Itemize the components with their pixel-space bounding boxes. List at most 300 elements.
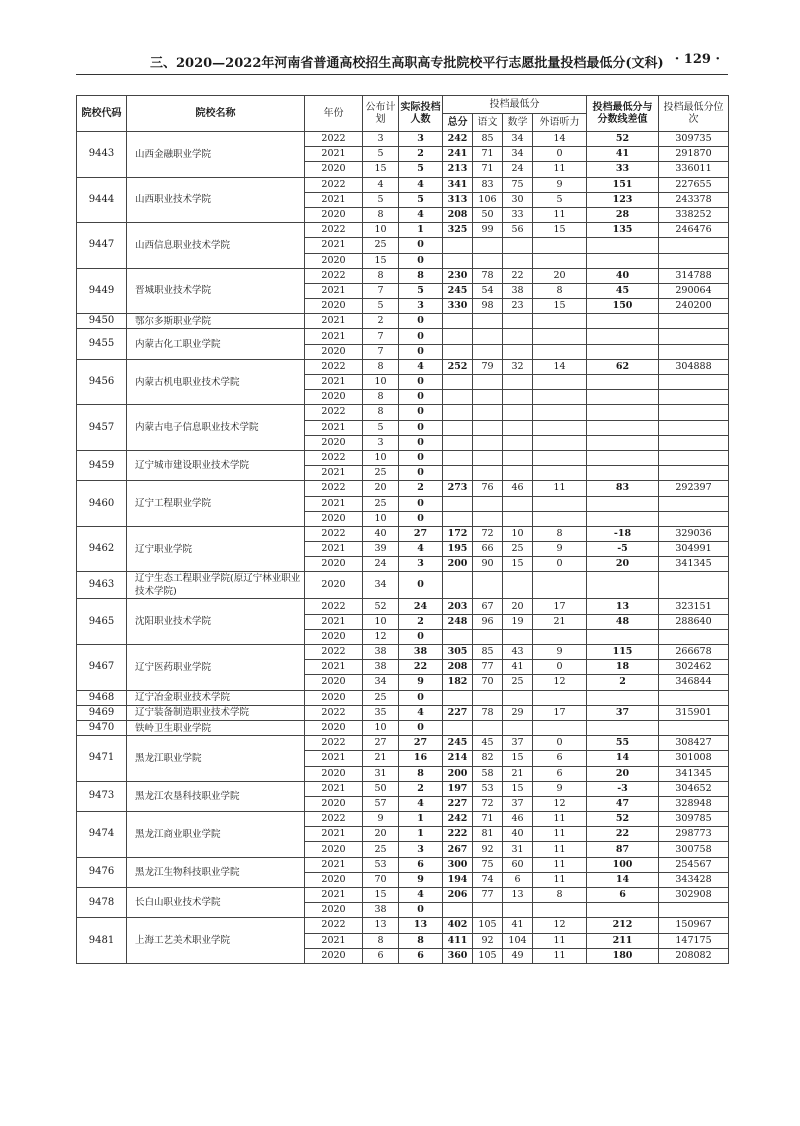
cell-chinese: 58 bbox=[473, 766, 503, 781]
cell-rank bbox=[659, 496, 729, 511]
cell-year: 2020 bbox=[305, 629, 363, 644]
cell-year: 2020 bbox=[305, 207, 363, 222]
school-name: 辽宁工程职业学院 bbox=[127, 481, 305, 527]
cell-plan: 38 bbox=[363, 660, 399, 675]
cell-total: 245 bbox=[443, 283, 473, 298]
cell-plan: 25 bbox=[363, 496, 399, 511]
cell-year: 2020 bbox=[305, 720, 363, 735]
cell-year: 2022 bbox=[305, 223, 363, 238]
cell-chinese bbox=[473, 903, 503, 918]
cell-actual: 13 bbox=[399, 918, 443, 933]
cell-plan: 21 bbox=[363, 751, 399, 766]
cell-chinese bbox=[473, 450, 503, 465]
cell-foreign bbox=[533, 572, 587, 599]
cell-math: 6 bbox=[503, 872, 533, 887]
cell-diff: 55 bbox=[587, 736, 659, 751]
school-name: 山西职业技术学院 bbox=[127, 177, 305, 223]
cell-diff bbox=[587, 466, 659, 481]
cell-diff: 40 bbox=[587, 268, 659, 283]
table-row bbox=[77, 314, 729, 329]
cell-diff: -5 bbox=[587, 542, 659, 557]
cell-year: 2021 bbox=[305, 466, 363, 481]
cell-rank: 343428 bbox=[659, 872, 729, 887]
cell-total bbox=[443, 690, 473, 705]
cell-actual: 0 bbox=[399, 405, 443, 420]
cell-total bbox=[443, 496, 473, 511]
cell-diff bbox=[587, 496, 659, 511]
cell-total bbox=[443, 629, 473, 644]
school-name: 辽宁职业学院 bbox=[127, 526, 305, 572]
cell-foreign: 0 bbox=[533, 557, 587, 572]
school-name: 黑龙江商业职业学院 bbox=[127, 812, 305, 858]
cell-year: 2022 bbox=[305, 645, 363, 660]
cell-plan: 3 bbox=[363, 132, 399, 147]
cell-foreign: 0 bbox=[533, 147, 587, 162]
cell-rank: 304991 bbox=[659, 542, 729, 557]
cell-rank bbox=[659, 390, 729, 405]
cell-rank: 227655 bbox=[659, 177, 729, 192]
cell-diff: 13 bbox=[587, 599, 659, 614]
cell-chinese: 82 bbox=[473, 751, 503, 766]
cell-rank: 240200 bbox=[659, 299, 729, 314]
cell-total: 208 bbox=[443, 660, 473, 675]
cell-math bbox=[503, 390, 533, 405]
cell-rank bbox=[659, 511, 729, 526]
cell-rank bbox=[659, 238, 729, 253]
cell-year: 2022 bbox=[305, 599, 363, 614]
cell-foreign bbox=[533, 903, 587, 918]
cell-diff bbox=[587, 690, 659, 705]
cell-plan: 35 bbox=[363, 705, 399, 720]
cell-chinese: 72 bbox=[473, 796, 503, 811]
cell-total: 242 bbox=[443, 132, 473, 147]
cell-actual: 0 bbox=[399, 690, 443, 705]
cell-chinese bbox=[473, 405, 503, 420]
cell-rank bbox=[659, 720, 729, 735]
cell-year: 2021 bbox=[305, 283, 363, 298]
col-chinese: 语文 bbox=[473, 114, 503, 132]
cell-actual: 27 bbox=[399, 736, 443, 751]
cell-plan: 10 bbox=[363, 223, 399, 238]
cell-rank: 346844 bbox=[659, 675, 729, 690]
cell-total: 197 bbox=[443, 781, 473, 796]
school-code: 9473 bbox=[77, 781, 127, 811]
cell-foreign bbox=[533, 314, 587, 329]
cell-year: 2020 bbox=[305, 675, 363, 690]
school-code: 9465 bbox=[77, 599, 127, 645]
cell-actual: 27 bbox=[399, 526, 443, 541]
cell-total bbox=[443, 420, 473, 435]
cell-foreign: 12 bbox=[533, 796, 587, 811]
cell-year: 2021 bbox=[305, 827, 363, 842]
cell-plan: 5 bbox=[363, 147, 399, 162]
cell-foreign: 12 bbox=[533, 918, 587, 933]
school-name: 长白山职业技术学院 bbox=[127, 888, 305, 918]
cell-plan: 8 bbox=[363, 359, 399, 374]
cell-total: 214 bbox=[443, 751, 473, 766]
cell-actual: 4 bbox=[399, 888, 443, 903]
cell-foreign bbox=[533, 466, 587, 481]
col-math: 数学 bbox=[503, 114, 533, 132]
cell-math: 20 bbox=[503, 599, 533, 614]
cell-year: 2022 bbox=[305, 405, 363, 420]
cell-math: 41 bbox=[503, 918, 533, 933]
cell-total bbox=[443, 344, 473, 359]
cell-math bbox=[503, 375, 533, 390]
cell-rank bbox=[659, 329, 729, 344]
cell-foreign: 14 bbox=[533, 359, 587, 374]
cell-plan: 52 bbox=[363, 599, 399, 614]
cell-chinese: 96 bbox=[473, 614, 503, 629]
cell-total: 208 bbox=[443, 207, 473, 222]
cell-foreign bbox=[533, 496, 587, 511]
cell-chinese: 85 bbox=[473, 645, 503, 660]
cell-diff: 115 bbox=[587, 645, 659, 660]
table-row bbox=[77, 645, 729, 660]
table-row bbox=[77, 223, 729, 238]
cell-year: 2020 bbox=[305, 796, 363, 811]
cell-year: 2022 bbox=[305, 812, 363, 827]
cell-foreign bbox=[533, 344, 587, 359]
cell-actual: 1 bbox=[399, 812, 443, 827]
cell-actual: 0 bbox=[399, 435, 443, 450]
cell-rank: 298773 bbox=[659, 827, 729, 842]
school-name: 内蒙古化工职业学院 bbox=[127, 329, 305, 359]
col-code: 院校代码 bbox=[77, 96, 127, 132]
cell-total bbox=[443, 390, 473, 405]
cell-foreign bbox=[533, 375, 587, 390]
cell-foreign: 8 bbox=[533, 888, 587, 903]
page-number: · 129 · bbox=[674, 52, 720, 67]
school-name: 铁岭卫生职业学院 bbox=[127, 720, 305, 735]
cell-total: 273 bbox=[443, 481, 473, 496]
cell-plan: 20 bbox=[363, 827, 399, 842]
cell-actual: 5 bbox=[399, 162, 443, 177]
cell-chinese bbox=[473, 720, 503, 735]
cell-total: 241 bbox=[443, 147, 473, 162]
cell-rank bbox=[659, 450, 729, 465]
cell-chinese bbox=[473, 253, 503, 268]
school-code: 9478 bbox=[77, 888, 127, 918]
cell-year: 2020 bbox=[305, 344, 363, 359]
cell-chinese: 71 bbox=[473, 162, 503, 177]
cell-rank: 308427 bbox=[659, 736, 729, 751]
cell-chinese: 74 bbox=[473, 872, 503, 887]
cell-actual: 2 bbox=[399, 481, 443, 496]
cell-plan: 39 bbox=[363, 542, 399, 557]
cell-foreign: 8 bbox=[533, 283, 587, 298]
school-name: 鄂尔多斯职业学院 bbox=[127, 314, 305, 329]
cell-year: 2020 bbox=[305, 872, 363, 887]
cell-actual: 0 bbox=[399, 720, 443, 735]
cell-math bbox=[503, 253, 533, 268]
cell-year: 2021 bbox=[305, 888, 363, 903]
cell-rank bbox=[659, 253, 729, 268]
cell-total: 203 bbox=[443, 599, 473, 614]
col-total: 总分 bbox=[443, 114, 473, 132]
cell-diff: 150 bbox=[587, 299, 659, 314]
cell-rank: 292397 bbox=[659, 481, 729, 496]
cell-rank bbox=[659, 420, 729, 435]
cell-actual: 8 bbox=[399, 766, 443, 781]
cell-total bbox=[443, 720, 473, 735]
school-code: 9457 bbox=[77, 405, 127, 451]
cell-plan: 15 bbox=[363, 253, 399, 268]
cell-plan: 20 bbox=[363, 481, 399, 496]
col-year: 年份 bbox=[305, 96, 363, 132]
cell-rank: 341345 bbox=[659, 766, 729, 781]
school-name: 山西信息职业技术学院 bbox=[127, 223, 305, 269]
school-name: 内蒙古电子信息职业技术学院 bbox=[127, 405, 305, 451]
table-row bbox=[77, 268, 729, 283]
cell-rank: 302908 bbox=[659, 888, 729, 903]
cell-math: 34 bbox=[503, 132, 533, 147]
cell-year: 2020 bbox=[305, 162, 363, 177]
cell-foreign: 9 bbox=[533, 177, 587, 192]
table-row bbox=[77, 177, 729, 192]
cell-chinese bbox=[473, 420, 503, 435]
cell-total: 172 bbox=[443, 526, 473, 541]
cell-actual: 3 bbox=[399, 557, 443, 572]
cell-actual: 4 bbox=[399, 542, 443, 557]
cell-diff: 14 bbox=[587, 872, 659, 887]
school-code: 9471 bbox=[77, 736, 127, 782]
cell-foreign bbox=[533, 435, 587, 450]
cell-math: 13 bbox=[503, 888, 533, 903]
cell-plan: 8 bbox=[363, 405, 399, 420]
cell-diff bbox=[587, 253, 659, 268]
cell-year: 2020 bbox=[305, 390, 363, 405]
cell-math: 25 bbox=[503, 542, 533, 557]
cell-math bbox=[503, 238, 533, 253]
cell-actual: 0 bbox=[399, 238, 443, 253]
cell-chinese: 77 bbox=[473, 888, 503, 903]
cell-math: 38 bbox=[503, 283, 533, 298]
cell-plan: 53 bbox=[363, 857, 399, 872]
school-code: 9443 bbox=[77, 132, 127, 178]
cell-chinese: 67 bbox=[473, 599, 503, 614]
cell-rank: 246476 bbox=[659, 223, 729, 238]
cell-chinese bbox=[473, 390, 503, 405]
cell-total bbox=[443, 329, 473, 344]
school-name: 山西金融职业学院 bbox=[127, 132, 305, 178]
cell-foreign: 0 bbox=[533, 660, 587, 675]
cell-chinese: 70 bbox=[473, 675, 503, 690]
cell-rank: 147175 bbox=[659, 933, 729, 948]
cell-year: 2020 bbox=[305, 299, 363, 314]
cell-actual: 6 bbox=[399, 948, 443, 963]
cell-diff bbox=[587, 238, 659, 253]
cell-rank: 301008 bbox=[659, 751, 729, 766]
cell-rank: 291870 bbox=[659, 147, 729, 162]
header-rule bbox=[76, 74, 728, 75]
cell-diff bbox=[587, 629, 659, 644]
school-code: 9455 bbox=[77, 329, 127, 359]
cell-foreign: 17 bbox=[533, 705, 587, 720]
cell-chinese: 72 bbox=[473, 526, 503, 541]
cell-actual: 38 bbox=[399, 645, 443, 660]
table-row bbox=[77, 918, 729, 933]
cell-foreign: 11 bbox=[533, 207, 587, 222]
cell-math: 41 bbox=[503, 660, 533, 675]
cell-year: 2020 bbox=[305, 766, 363, 781]
cell-math bbox=[503, 720, 533, 735]
cell-foreign: 9 bbox=[533, 781, 587, 796]
cell-chinese: 81 bbox=[473, 827, 503, 842]
cell-plan: 7 bbox=[363, 283, 399, 298]
cell-plan: 5 bbox=[363, 192, 399, 207]
cell-rank bbox=[659, 572, 729, 599]
cell-foreign bbox=[533, 329, 587, 344]
cell-total: 195 bbox=[443, 542, 473, 557]
cell-chinese: 75 bbox=[473, 857, 503, 872]
cell-rank bbox=[659, 435, 729, 450]
cell-total bbox=[443, 466, 473, 481]
cell-diff bbox=[587, 511, 659, 526]
cell-total: 411 bbox=[443, 933, 473, 948]
cell-year: 2021 bbox=[305, 314, 363, 329]
cell-total: 330 bbox=[443, 299, 473, 314]
cell-plan: 25 bbox=[363, 842, 399, 857]
cell-foreign: 15 bbox=[533, 299, 587, 314]
cell-year: 2020 bbox=[305, 557, 363, 572]
cell-foreign: 11 bbox=[533, 827, 587, 842]
cell-diff: 20 bbox=[587, 766, 659, 781]
cell-diff: 22 bbox=[587, 827, 659, 842]
school-code: 9481 bbox=[77, 918, 127, 964]
cell-year: 2021 bbox=[305, 329, 363, 344]
school-code: 9460 bbox=[77, 481, 127, 527]
cell-plan: 4 bbox=[363, 177, 399, 192]
cell-chinese bbox=[473, 314, 503, 329]
cell-plan: 27 bbox=[363, 736, 399, 751]
cell-actual: 0 bbox=[399, 375, 443, 390]
cell-chinese bbox=[473, 329, 503, 344]
cell-math: 22 bbox=[503, 268, 533, 283]
cell-foreign: 11 bbox=[533, 933, 587, 948]
school-name: 黑龙江职业学院 bbox=[127, 736, 305, 782]
cell-rank bbox=[659, 690, 729, 705]
cell-total bbox=[443, 314, 473, 329]
col-foreign: 外语听力 bbox=[533, 114, 587, 132]
cell-chinese: 78 bbox=[473, 268, 503, 283]
page-header bbox=[150, 52, 720, 70]
cell-foreign: 11 bbox=[533, 481, 587, 496]
col-actual: 实际投档人数 bbox=[399, 96, 443, 132]
cell-foreign bbox=[533, 690, 587, 705]
cell-actual: 16 bbox=[399, 751, 443, 766]
cell-chinese: 71 bbox=[473, 812, 503, 827]
col-diff: 投档最低分与分数线差值 bbox=[587, 96, 659, 132]
table-row bbox=[77, 526, 729, 541]
school-code: 9467 bbox=[77, 645, 127, 691]
cell-foreign bbox=[533, 511, 587, 526]
cell-plan: 38 bbox=[363, 903, 399, 918]
cell-total: 252 bbox=[443, 359, 473, 374]
school-code: 9463 bbox=[77, 572, 127, 599]
cell-foreign: 8 bbox=[533, 526, 587, 541]
cell-rank: 288640 bbox=[659, 614, 729, 629]
table-body bbox=[77, 132, 729, 964]
cell-actual: 3 bbox=[399, 299, 443, 314]
cell-total: 206 bbox=[443, 888, 473, 903]
cell-plan: 15 bbox=[363, 162, 399, 177]
cell-rank: 302462 bbox=[659, 660, 729, 675]
cell-diff bbox=[587, 903, 659, 918]
cell-plan: 8 bbox=[363, 268, 399, 283]
cell-chinese: 99 bbox=[473, 223, 503, 238]
cell-total: 194 bbox=[443, 872, 473, 887]
cell-foreign: 11 bbox=[533, 948, 587, 963]
cell-foreign: 6 bbox=[533, 766, 587, 781]
cell-chinese bbox=[473, 572, 503, 599]
cell-rank: 243378 bbox=[659, 192, 729, 207]
cell-actual: 8 bbox=[399, 268, 443, 283]
cell-total: 305 bbox=[443, 645, 473, 660]
cell-rank: 300758 bbox=[659, 842, 729, 857]
cell-diff: 52 bbox=[587, 132, 659, 147]
cell-plan: 50 bbox=[363, 781, 399, 796]
cell-rank: 323151 bbox=[659, 599, 729, 614]
cell-year: 2020 bbox=[305, 511, 363, 526]
cell-diff: -18 bbox=[587, 526, 659, 541]
school-code: 9470 bbox=[77, 720, 127, 735]
cell-plan: 12 bbox=[363, 629, 399, 644]
cell-year: 2022 bbox=[305, 918, 363, 933]
cell-math: 31 bbox=[503, 842, 533, 857]
school-name: 辽宁生态工程职业学院(原辽宁林业职业技术学院) bbox=[127, 572, 305, 599]
cell-actual: 0 bbox=[399, 390, 443, 405]
cell-diff: 123 bbox=[587, 192, 659, 207]
cell-diff: 62 bbox=[587, 359, 659, 374]
cell-chinese bbox=[473, 496, 503, 511]
cell-total bbox=[443, 435, 473, 450]
cell-total: 402 bbox=[443, 918, 473, 933]
cell-foreign bbox=[533, 238, 587, 253]
cell-plan: 10 bbox=[363, 511, 399, 526]
cell-rank: 329036 bbox=[659, 526, 729, 541]
cell-foreign bbox=[533, 450, 587, 465]
cell-diff: 83 bbox=[587, 481, 659, 496]
cell-math: 40 bbox=[503, 827, 533, 842]
cell-plan: 24 bbox=[363, 557, 399, 572]
cell-diff: 2 bbox=[587, 675, 659, 690]
cell-diff: 20 bbox=[587, 557, 659, 572]
cell-math: 49 bbox=[503, 948, 533, 963]
school-code: 9450 bbox=[77, 314, 127, 329]
cell-actual: 4 bbox=[399, 177, 443, 192]
cell-diff: 28 bbox=[587, 207, 659, 222]
cell-foreign bbox=[533, 405, 587, 420]
cell-total bbox=[443, 511, 473, 526]
cell-rank: 266678 bbox=[659, 645, 729, 660]
cell-actual: 1 bbox=[399, 223, 443, 238]
cell-diff: 33 bbox=[587, 162, 659, 177]
school-name: 辽宁装备制造职业技术学院 bbox=[127, 705, 305, 720]
cell-diff bbox=[587, 435, 659, 450]
cell-chinese: 79 bbox=[473, 359, 503, 374]
cell-rank: 336011 bbox=[659, 162, 729, 177]
cell-chinese: 105 bbox=[473, 948, 503, 963]
school-code: 9459 bbox=[77, 450, 127, 480]
cell-actual: 9 bbox=[399, 872, 443, 887]
cell-year: 2021 bbox=[305, 375, 363, 390]
table-header bbox=[77, 96, 729, 132]
cell-year: 2020 bbox=[305, 690, 363, 705]
table-row bbox=[77, 450, 729, 465]
cell-actual: 0 bbox=[399, 466, 443, 481]
cell-diff: 151 bbox=[587, 177, 659, 192]
